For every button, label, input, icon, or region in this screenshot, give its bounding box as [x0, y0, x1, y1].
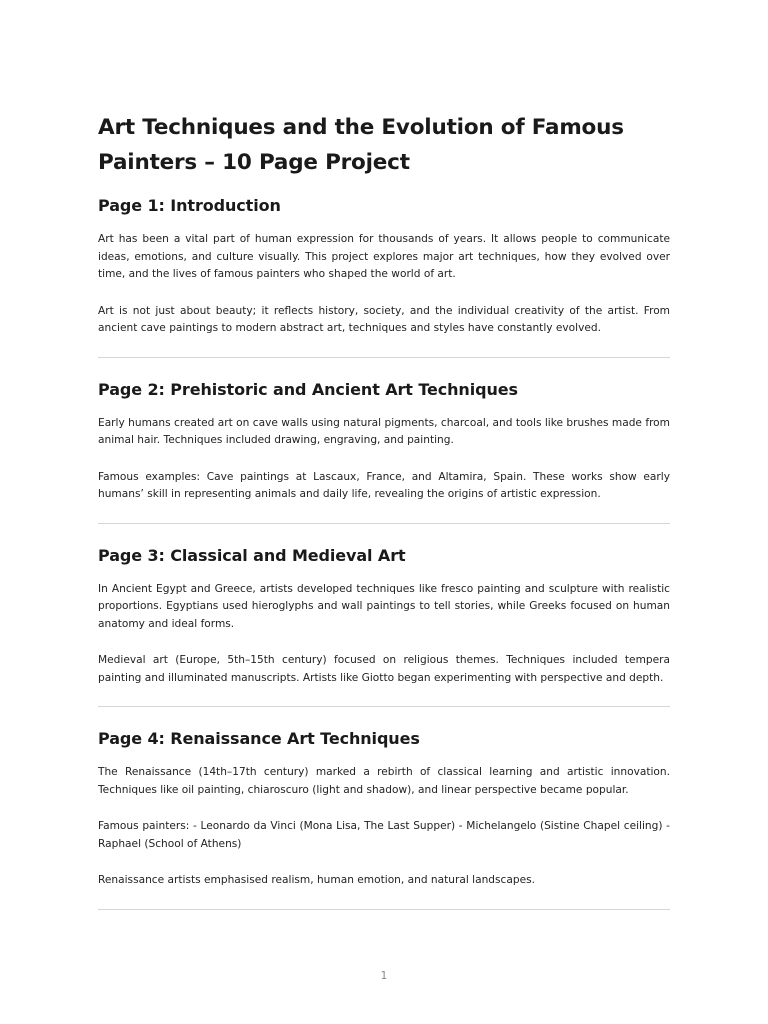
paragraph: Famous examples: Cave paintings at Lascaux, France, and Altamira, Spain. These works show early humans’ skill in representing animals and daily life, revealing the origins of artistic expression. — [98, 470, 670, 500]
paragraph: In Ancient Egypt and Greece, artists developed techniques like fresco painting and sculpture with realistic proportions. Egyptians used hieroglyphs and wall paintings to tell stories, while Greeks focused on human anatomy and ideal forms. — [98, 582, 670, 630]
section-divider — [98, 357, 670, 358]
section-introduction — [98, 195, 670, 338]
section-prehistoric-ancient — [98, 379, 670, 504]
page-number: 1 — [380, 970, 388, 982]
paragraph: Early humans created art on cave walls using natural pigments, charcoal, and tools like brushes made from animal hair. Techniques included drawing, engraving, and painting. — [98, 416, 670, 446]
paragraph: Medieval art (Europe, 5th–15th century) focused on religious themes. Techniques included tempera painting and illuminated manuscripts. Artists like Giotto began experimenting with perspective and depth. — [98, 654, 670, 684]
paragraph: Art is not just about beauty; it reflects history, society, and the individual creativity of the artist. From ancient cave paintings to modern abstract art, techniques and styles have constantly evolved. — [98, 304, 670, 334]
document-page — [98, 110, 670, 931]
document-title: Art Techniques and the Evolution of Famous Painters – 10 Page Project — [98, 115, 624, 175]
section-heading: Page 4: Renaissance Art Techniques — [98, 729, 420, 748]
paragraph: The Renaissance (14th–17th century) marked a rebirth of classical learning and artistic innovation. Techniques like oil painting, chiaroscuro (light and shadow), and linear perspective became popular. — [98, 766, 670, 796]
section-heading: Page 1: Introduction — [98, 196, 281, 215]
section-heading: Page 3: Classical and Medieval Art — [98, 545, 406, 565]
section-renaissance — [98, 728, 670, 890]
section-heading: Page 2: Prehistoric and Ancient Art Techniques — [98, 379, 518, 399]
paragraph: Art has been a vital part of human expression for thousands of years. It allows people to communicate ideas, emotions, and culture visually. This project explores major art techniques, how they evolved over time, and the lives of famous painters who shaped the world of art. — [98, 233, 670, 280]
section-divider — [98, 706, 670, 707]
section-divider — [98, 909, 670, 910]
section-divider — [98, 523, 670, 524]
section-classical-medieval — [98, 545, 670, 688]
paragraph: Famous painters: - Leonardo da Vinci (Mona Lisa, The Last Supper) - Michelangelo (Sistine Chapel ceiling) - Raphael (School of Athens) — [98, 820, 670, 850]
paragraph: Renaissance artists emphasised realism, human emotion, and natural landscapes. — [98, 874, 535, 886]
